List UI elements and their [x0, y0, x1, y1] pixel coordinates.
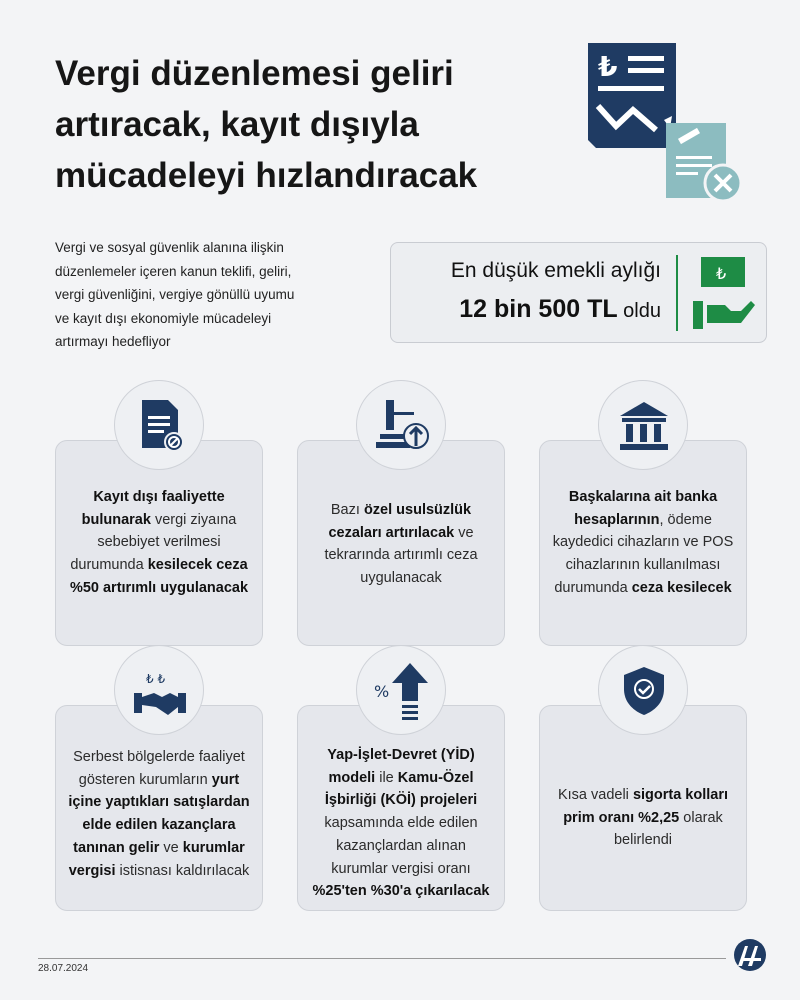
card-text: [550, 784, 736, 852]
shield-check-icon: [614, 661, 674, 721]
intro-text: [55, 236, 355, 354]
card-text-segment: , ödeme kaydedici cihazların ve POS cihazlarının kullanılması durumunda: [552, 511, 734, 596]
tax-document-gavel-icon: [578, 38, 748, 203]
card-icon-circle: [356, 380, 446, 470]
card-text-bold: %25'ten %30'a çıkarılacak: [312, 883, 490, 900]
svg-text:₺: ₺: [598, 50, 618, 83]
card-text-segment: vergi ziyaına sebebiyet verilmesi durumunda: [70, 511, 237, 574]
pension-amount: 12 bin 500 TL: [459, 295, 618, 323]
title-line: artıracak, kayıt dışıyla: [55, 105, 419, 144]
card-text-bold: sigorta kolları prim oranı %2,25: [563, 787, 729, 826]
card-text-segment: kapsamında elde edilen kazançlardan alınan kurumlar vergisi oranı: [324, 815, 478, 877]
card-text-bold: Başkalarına ait banka hesaplarının: [568, 489, 718, 528]
card-text-bold: kurumlar vergisi: [68, 839, 245, 879]
intro-line: vergi güvenliğini, vergiye gönüllü uyumu: [55, 287, 295, 302]
card-icon-circle: [114, 380, 204, 470]
pension-highlight-box: [390, 242, 767, 343]
card-icon-circle: [598, 380, 688, 470]
card-text-bold: Yap-İşlet-Devret (YİD) modeli: [327, 747, 475, 786]
info-card: [539, 440, 747, 646]
card-text-bold: özel usulsüzlük cezaları artırılacak: [328, 502, 472, 541]
card-icon-circle: [356, 645, 446, 735]
info-card: [55, 705, 263, 911]
intro-line: ve kayıt dışı ekonomiyle mücadeleyi: [55, 310, 272, 326]
card-text-segment: ve: [159, 839, 183, 856]
title-line: mücadeleyi hızlandıracak: [55, 156, 478, 195]
pension-label: En düşük emekli aylığı: [450, 259, 661, 282]
card-text-segment: ile: [375, 769, 398, 786]
svg-text:₺ ₺: ₺ ₺: [146, 672, 166, 686]
handshake-lira-icon: [130, 661, 190, 721]
card-icon-circle: [598, 645, 688, 735]
card-text: [308, 499, 494, 590]
info-card: [297, 440, 505, 646]
title-line: Vergi düzenlemesi geliri: [55, 54, 454, 93]
card-icon-circle: [114, 645, 204, 735]
card-text-segment: Serbest bölgelerde faaliyet gösteren kurumların: [73, 749, 245, 788]
document-prohibited-icon: [130, 396, 190, 456]
gavel-arrow-up-icon: [372, 396, 432, 456]
publish-date: 28.07.2024: [38, 963, 89, 974]
card-text-bold: kesilecek ceza %50 artırımlı uygulanacak: [69, 557, 249, 596]
bank-icon: [614, 396, 674, 456]
intro-line: artırmayı hedefliyor: [55, 334, 171, 349]
card-text: [308, 744, 494, 903]
pension-amount-line: [459, 295, 661, 324]
card-text-bold: Kayıt dışı faaliyette bulunarak: [81, 489, 225, 528]
lira-symbol: ₺: [716, 264, 727, 283]
card-text-segment: Kısa vadeli: [557, 787, 633, 803]
info-card: [539, 705, 747, 911]
card-text-segment: Bazı: [330, 502, 364, 518]
aa-logo: [733, 938, 767, 972]
card-text: [550, 486, 736, 600]
intro-line: düzenlemeler içeren kanun teklifi, geliri,: [55, 263, 292, 279]
card-text: [66, 746, 252, 882]
divider: [676, 255, 678, 331]
intro-line: Vergi ve sosyal güvenlik alanına ilişkin: [55, 240, 284, 255]
pension-suffix: oldu: [617, 300, 661, 322]
svg-text:%: %: [374, 682, 390, 701]
info-card: [55, 440, 263, 646]
hand-lira-icon: [691, 255, 755, 335]
card-text-bold: yurt içine yaptıkları satışlardan elde edilen kazançlara tanınan gelir: [68, 771, 250, 856]
card-text-segment: istisnası kaldırılacak: [115, 862, 250, 879]
page-title: [55, 48, 575, 201]
footer-divider: [38, 958, 726, 959]
card-text-segment: olarak belirlendi: [613, 809, 723, 849]
card-text-bold: ceza kesilecek: [631, 579, 732, 596]
card-text: [66, 486, 252, 600]
card-text-segment: ve tekrarında artırımlı ceza uygulanacak: [324, 524, 478, 587]
card-text-bold: Kamu-Özel İşbirliği (KÖİ) projeleri: [324, 769, 478, 809]
percent-arrow-up-icon: [372, 661, 432, 721]
info-card: [297, 705, 505, 911]
